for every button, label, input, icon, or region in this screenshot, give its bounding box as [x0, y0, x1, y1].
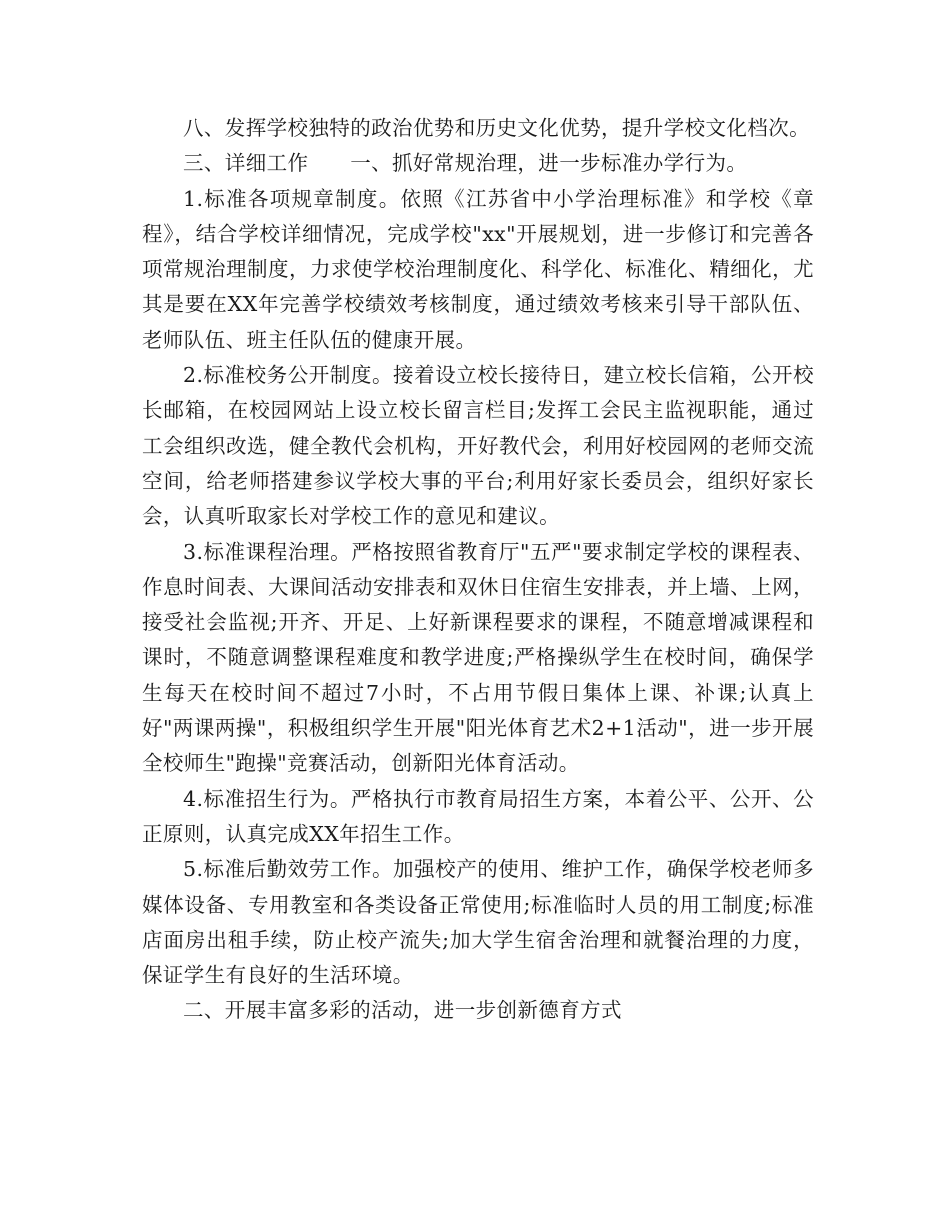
paragraph-section-2-heading: 二、开展丰富多彩的活动，进一步创新德育方式: [183, 998, 622, 1023]
paragraph-item-1: 1.标准各项规章制度。依照《江苏省中小学治理标准》和学校《章程》，结合学校详细情况，完成学校"xx"开展规划，进一步修订和完善各项常规治理制度，力求使学校治理制度化、科学化、标准化、精细化，尤其是要在XX年完善学校绩效考核制度，通过绩效考核来引导干部队伍、老师队伍、班主任队伍的健康开展。: [142, 186, 814, 352]
paragraph-section-3-heading: 三、详细工作 一、抓好常规治理，进一步标准办学行为。: [183, 151, 748, 176]
paragraph-item-5: 5.标准后勤效劳工作。加强校产的使用、维护工作，确保学校老师多媒体设备、专用教室和各类设备正常使用;标准临时人员的用工制度;标准店面房出租手续，防止校产流失;加大学生宿舍治理和就餐治理的力度，保证学生有良好的生活环境。: [142, 857, 814, 988]
paragraph-item-4: 4.标准招生行为。严格执行市教育局招生方案，本着公平、公开、公正原则，认真完成XX年招生工作。: [142, 786, 814, 846]
paragraph-section-8: 八、发挥学校独特的政治优势和历史文化优势，提升学校文化档次。: [183, 116, 810, 140]
paragraph-item-3: 3.标准课程治理。严格按照省教育厅"五严"要求制定学校的课程表、作息时间表、大课间活动安排表和双休日住宿生安排表，并上墙、上网，接受社会监视;开齐、开足、上好新课程要求的课程，不随意增减课程和课时，不随意调整课程难度和教学进度;严格操纵学生在校时间，确保学生每天在校时间不超过7小时，不占用节假日集体上课、补课;认真上好"两课两操"，积极组织学生开展"阳光体育艺术2+1活动"，进一步开展全校师生"跑操"竞赛活动，创新阳光体育活动。: [142, 539, 814, 776]
paragraph-item-2: 2.标准校务公开制度。接着设立校长接待日，建立校长信箱，公开校长邮箱，在校园网站上设立校长留言栏目;发挥工会民主监视职能，通过工会组织改选，健全教代会机构，开好教代会，利用好校园网的老师交流空间，给老师搭建参议学校大事的平台;利用好家长委员会，组织好家长会，认真听取家长对学校工作的意见和建议。: [142, 363, 814, 529]
document-body: [142, 111, 814, 1029]
